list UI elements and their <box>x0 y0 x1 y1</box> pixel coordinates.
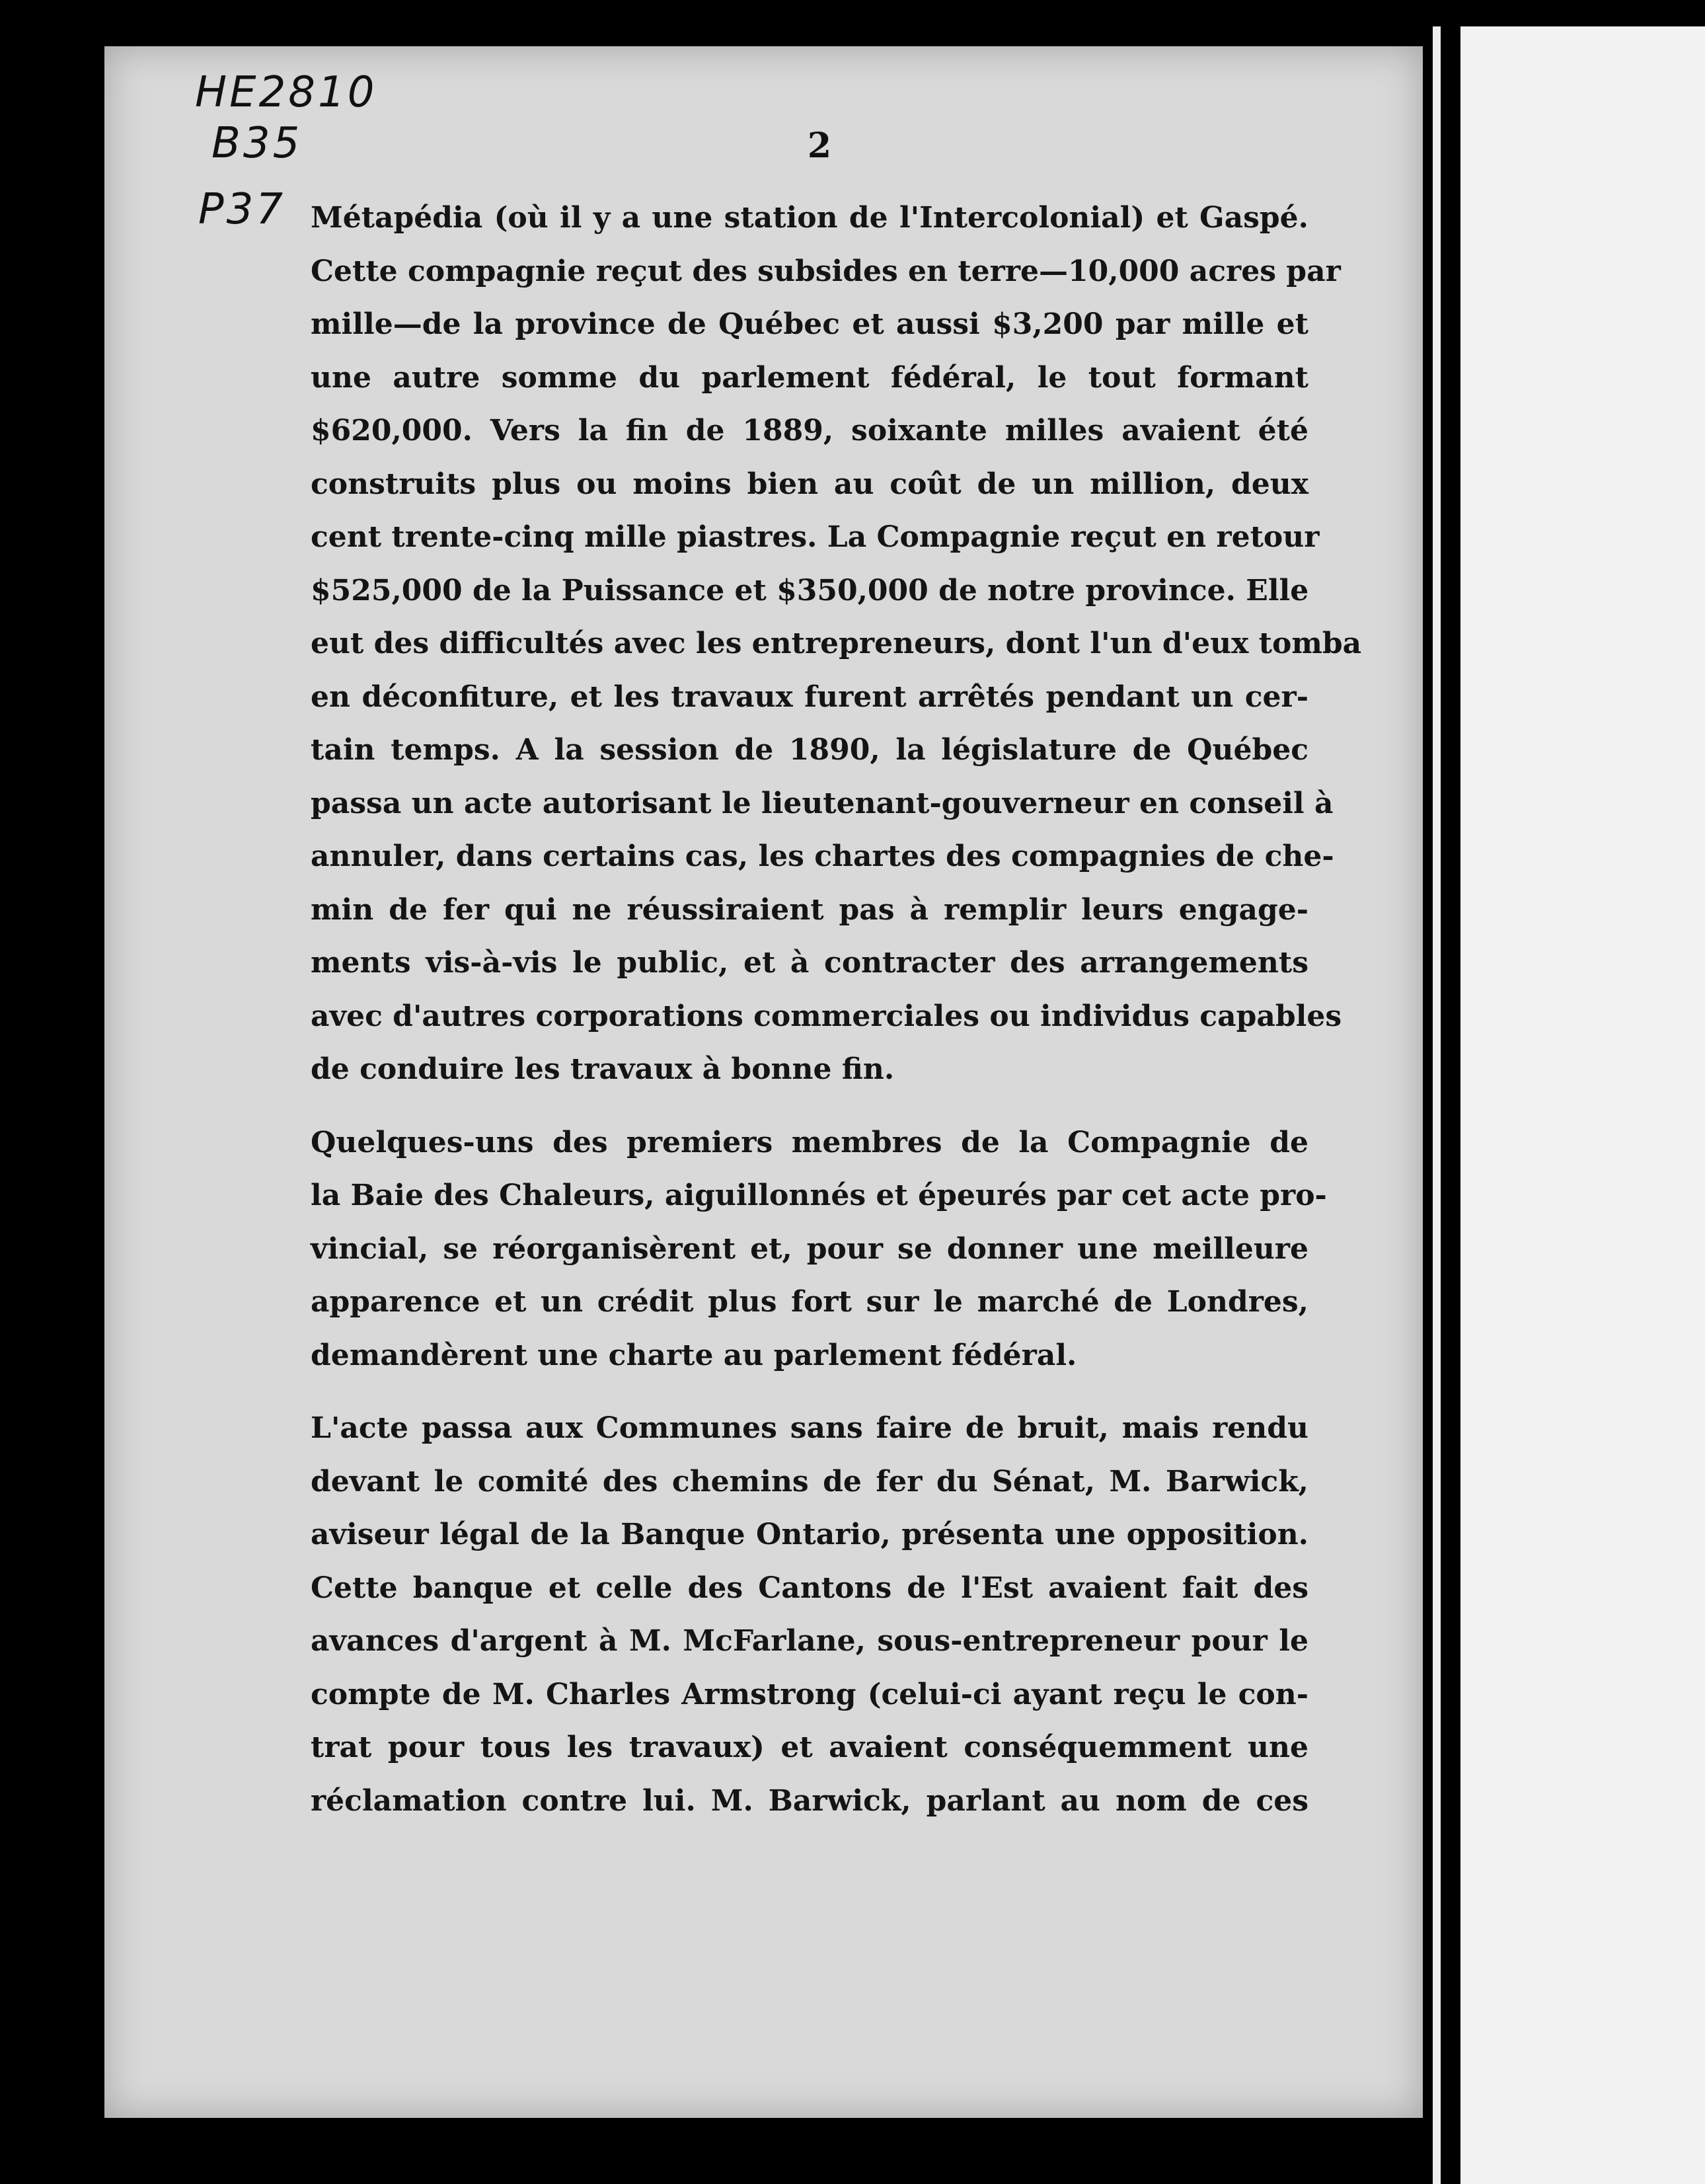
text-line: une autre somme du parlement fédéral, le tout formant <box>311 360 1308 395</box>
text-line: annuler, dans certains cas, les chartes des compagnies de che- <box>311 839 1334 873</box>
text-line: aviseur légal de la Banque Ontario, présenta une opposition. <box>311 1518 1308 1551</box>
adjacent-page-edge <box>1433 26 1441 2184</box>
text-line: trat pour tous les travaux) et avaient conséquemment une <box>311 1731 1308 1764</box>
text-line: Cette banque et celle des Cantons de l'Est avaient fait des <box>311 1571 1308 1605</box>
text-line: Métapédia (où il y a une station de l'Intercolonial) et Gaspé. <box>311 201 1308 235</box>
text-line: passa un acte autorisant le lieutenant-gouverneur en conseil à <box>311 786 1334 820</box>
paragraph-3 <box>311 1402 1308 1828</box>
text-line: $525,000 de la Puissance et $350,000 de notre province. Elle <box>311 573 1309 607</box>
text-line: en déconfiture, et les travaux furent arrêtés pendant un cer- <box>311 680 1308 714</box>
page-number: 2 <box>807 126 832 166</box>
handwritten-call-number-line-1: HE2810 <box>195 68 377 117</box>
paragraph-gap <box>311 1097 1308 1116</box>
body-text <box>311 192 1362 1828</box>
paragraph-2 <box>311 1116 1327 1383</box>
text-line: Quelques-uns des premiers membres de la Compagnie de <box>311 1125 1308 1159</box>
handwritten-call-number-line-2: B35 <box>211 119 303 168</box>
text-line: $620,000. Vers la fin de 1889, soixante milles avaient été <box>311 414 1308 448</box>
handwritten-call-number-line-3: P37 <box>198 185 286 234</box>
text-line: Cette compagnie reçut des subsides en terre—10,000 acres par <box>311 254 1341 288</box>
text-line: min de fer qui ne réussiraient pas à remplir leurs engage- <box>311 892 1308 927</box>
text-line: vincial, se réorganisèrent et, pour se donner une meilleure <box>311 1231 1308 1266</box>
text-line: cent trente-cinq mille piastres. La Compagnie reçut en retour <box>311 520 1320 554</box>
paragraph-1 <box>311 192 1362 1097</box>
text-line: avances d'argent à M. McFarlane, sous-entrepreneur pour le <box>311 1624 1308 1658</box>
paragraph-gap <box>311 1382 1308 1402</box>
text-line: tain temps. A la session de 1890, la législature de Québec <box>311 733 1308 767</box>
text-line: réclamation contre lui. M. Barwick, parlant au nom de ces <box>311 1783 1308 1818</box>
text-line: compte de M. Charles Armstrong (celui-ci ayant reçu le con- <box>311 1677 1308 1711</box>
text-line: la Baie des Chaleurs, aiguillonnés et épeurés par cet acte pro- <box>311 1179 1327 1212</box>
text-line: apparence et un crédit plus fort sur le marché de Londres, <box>311 1285 1308 1319</box>
text-line: ments vis-à-vis le public, et à contracter des arrangements <box>311 946 1308 980</box>
text-line: demandèrent une charte au parlement fédéral. <box>311 1338 1077 1372</box>
text-line: avec d'autres corporations commerciales ou individus capables <box>311 999 1342 1033</box>
text-line: devant le comité des chemins de fer du Sénat, M. Barwick, <box>311 1464 1308 1499</box>
text-line: eut des difficultés avec les entrepreneurs, dont l'un d'eux tomba <box>311 627 1362 660</box>
text-line: mille—de la province de Québec et aussi $3,200 par mille et <box>311 307 1308 341</box>
text-line: construits plus ou moins bien au coût de un million, deux <box>311 467 1308 501</box>
text-line: L'acte passa aux Communes sans faire de bruit, mais rendu <box>311 1411 1308 1445</box>
adjacent-page <box>1460 26 1705 2184</box>
text-line: de conduire les travaux à bonne fin. <box>311 1052 895 1086</box>
